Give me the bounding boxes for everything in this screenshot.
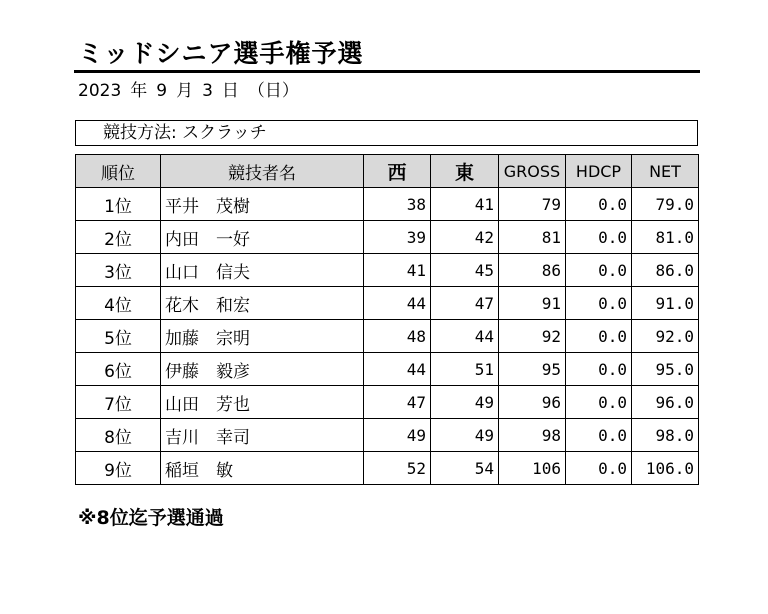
gross-cell: 86 xyxy=(499,254,566,287)
hdcp-cell: 0.0 xyxy=(566,419,632,452)
gross-cell: 96 xyxy=(499,386,566,419)
rank-cell: 6位 xyxy=(76,353,161,386)
net-cell: 91.0 xyxy=(632,287,699,320)
date-day-unit: 日 xyxy=(221,81,239,101)
table-row xyxy=(76,254,699,287)
header-gross: GROSS xyxy=(499,155,566,188)
table-row xyxy=(76,221,699,254)
date-year: 2023 xyxy=(78,81,122,101)
net-cell: 92.0 xyxy=(632,320,699,353)
player-name-cell: 加藤 宗明 xyxy=(161,320,364,353)
table-row xyxy=(76,386,699,419)
gross-cell: 92 xyxy=(499,320,566,353)
east-score-cell: 47 xyxy=(431,287,499,320)
table-row xyxy=(76,320,699,353)
competition-method: 競技方法: スクラッチ xyxy=(75,120,698,146)
east-score-cell: 45 xyxy=(431,254,499,287)
table-header-row xyxy=(76,155,699,188)
rank-cell: 7位 xyxy=(76,386,161,419)
header-east: 東 xyxy=(431,155,499,188)
date-year-unit: 年 xyxy=(130,81,148,101)
west-score-cell: 48 xyxy=(364,320,431,353)
west-score-cell: 47 xyxy=(364,386,431,419)
hdcp-cell: 0.0 xyxy=(566,221,632,254)
date-month-unit: 月 xyxy=(176,81,194,101)
west-score-cell: 39 xyxy=(364,221,431,254)
net-cell: 81.0 xyxy=(632,221,699,254)
hdcp-cell: 0.0 xyxy=(566,386,632,419)
net-cell: 96.0 xyxy=(632,386,699,419)
header-net: NET xyxy=(632,155,699,188)
east-score-cell: 54 xyxy=(431,452,499,485)
player-name-cell: 山田 芳也 xyxy=(161,386,364,419)
west-score-cell: 44 xyxy=(364,353,431,386)
hdcp-cell: 0.0 xyxy=(566,254,632,287)
west-score-cell: 41 xyxy=(364,254,431,287)
table-row xyxy=(76,419,699,452)
hdcp-cell: 0.0 xyxy=(566,320,632,353)
event-date xyxy=(78,80,308,102)
title-underline xyxy=(74,70,700,73)
header-rank: 順位 xyxy=(76,155,161,188)
player-name-cell: 花木 和宏 xyxy=(161,287,364,320)
rank-cell: 9位 xyxy=(76,452,161,485)
table-row xyxy=(76,188,699,221)
hdcp-cell: 0.0 xyxy=(566,452,632,485)
gross-cell: 98 xyxy=(499,419,566,452)
table-row xyxy=(76,287,699,320)
east-score-cell: 49 xyxy=(431,419,499,452)
page-title: ミッドシニア選手権予選 xyxy=(78,39,364,68)
net-cell: 86.0 xyxy=(632,254,699,287)
net-cell: 106.0 xyxy=(632,452,699,485)
date-weekday: （日） xyxy=(247,81,299,101)
rank-cell: 4位 xyxy=(76,287,161,320)
table-row xyxy=(76,353,699,386)
header-west: 西 xyxy=(364,155,431,188)
player-name-cell: 吉川 幸司 xyxy=(161,419,364,452)
hdcp-cell: 0.0 xyxy=(566,353,632,386)
gross-cell: 106 xyxy=(499,452,566,485)
player-name-cell: 伊藤 毅彦 xyxy=(161,353,364,386)
gross-cell: 91 xyxy=(499,287,566,320)
table-row xyxy=(76,452,699,485)
west-score-cell: 49 xyxy=(364,419,431,452)
header-hdcp: HDCP xyxy=(566,155,632,188)
date-day: 3 xyxy=(202,81,213,101)
gross-cell: 79 xyxy=(499,188,566,221)
qualification-note: ※8位迄予選通過 xyxy=(78,507,224,529)
player-name-cell: 平井 茂樹 xyxy=(161,188,364,221)
rank-cell: 8位 xyxy=(76,419,161,452)
net-cell: 95.0 xyxy=(632,353,699,386)
net-cell: 98.0 xyxy=(632,419,699,452)
gross-cell: 81 xyxy=(499,221,566,254)
west-score-cell: 38 xyxy=(364,188,431,221)
results-table xyxy=(75,154,699,485)
east-score-cell: 49 xyxy=(431,386,499,419)
header-player: 競技者名 xyxy=(161,155,364,188)
east-score-cell: 51 xyxy=(431,353,499,386)
player-name-cell: 内田 一好 xyxy=(161,221,364,254)
east-score-cell: 44 xyxy=(431,320,499,353)
rank-cell: 1位 xyxy=(76,188,161,221)
rank-cell: 2位 xyxy=(76,221,161,254)
rank-cell: 3位 xyxy=(76,254,161,287)
player-name-cell: 稲垣 敏 xyxy=(161,452,364,485)
east-score-cell: 42 xyxy=(431,221,499,254)
west-score-cell: 44 xyxy=(364,287,431,320)
net-cell: 79.0 xyxy=(632,188,699,221)
east-score-cell: 41 xyxy=(431,188,499,221)
hdcp-cell: 0.0 xyxy=(566,287,632,320)
rank-cell: 5位 xyxy=(76,320,161,353)
gross-cell: 95 xyxy=(499,353,566,386)
west-score-cell: 52 xyxy=(364,452,431,485)
player-name-cell: 山口 信夫 xyxy=(161,254,364,287)
hdcp-cell: 0.0 xyxy=(566,188,632,221)
date-month: 9 xyxy=(156,81,168,101)
